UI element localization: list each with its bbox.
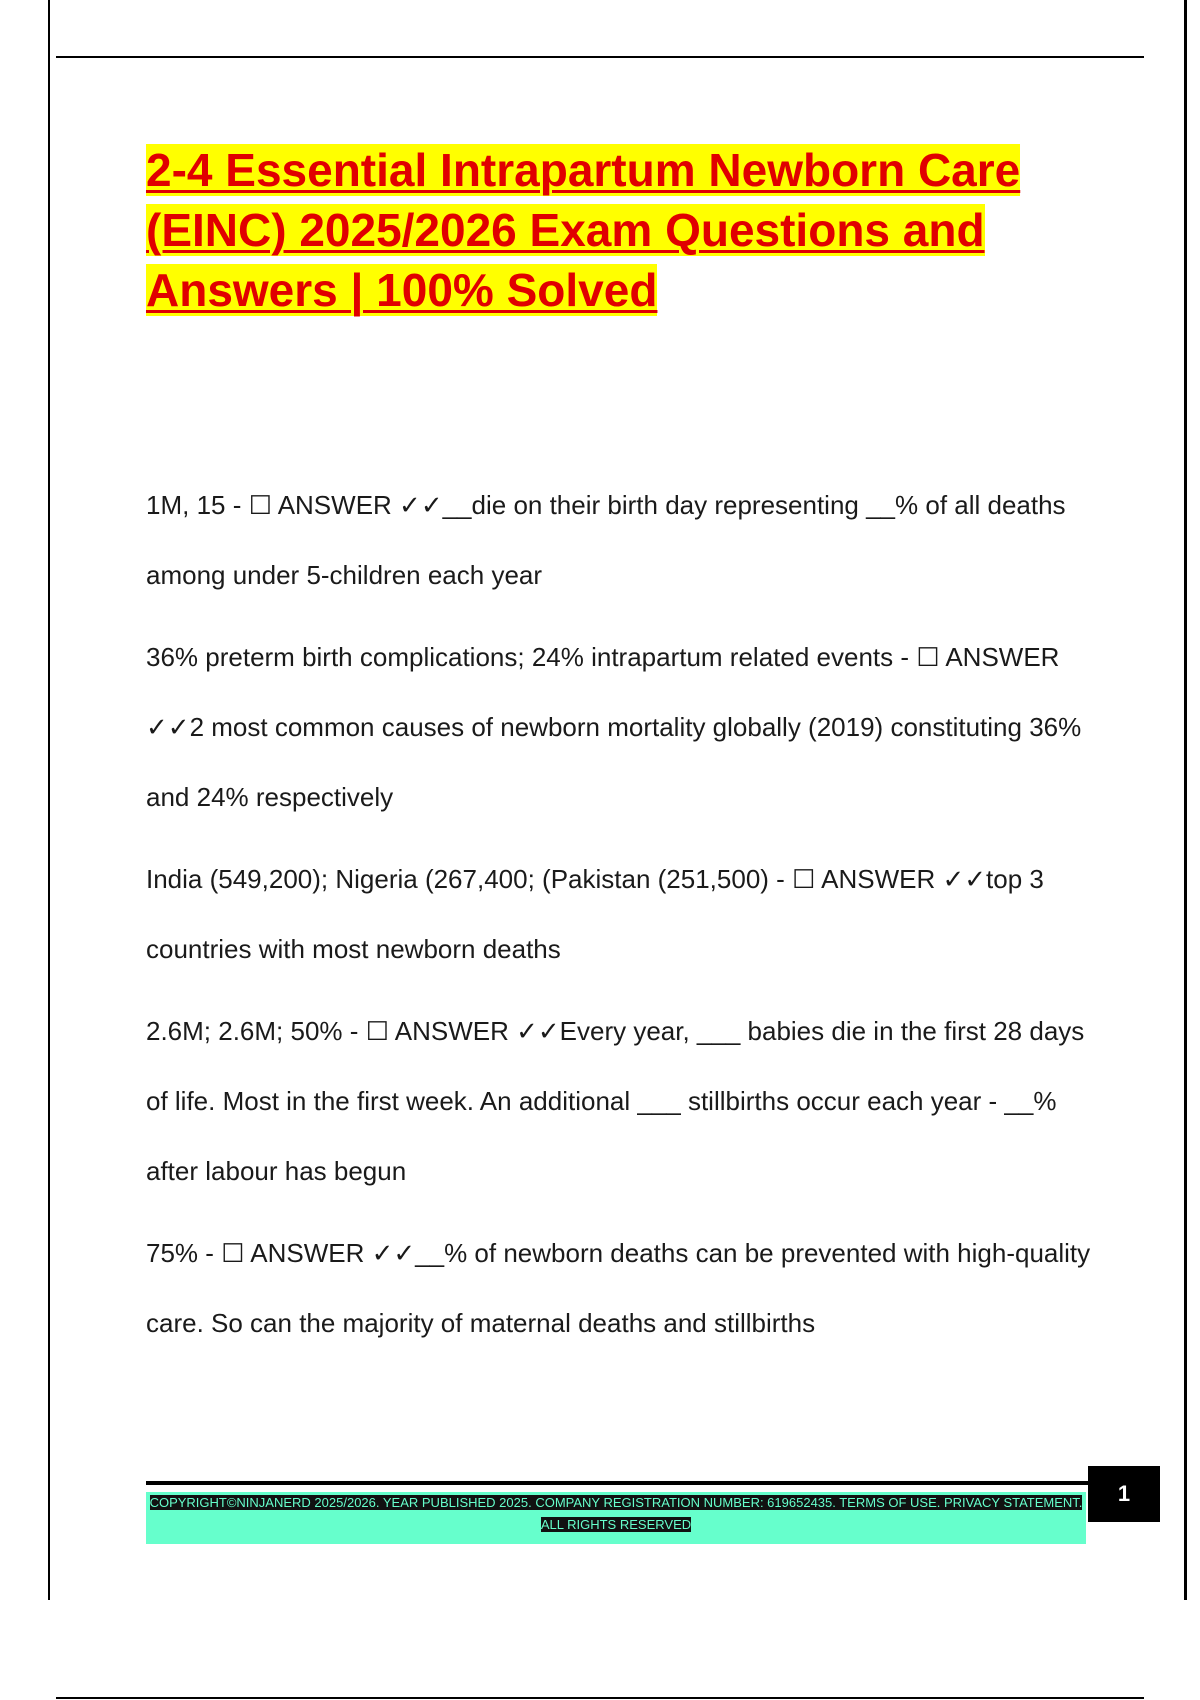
qa-item-5: 75% - ☐ ANSWER ✓✓__% of newborn deaths can be prevented with high-quality care. So can the majority of maternal deaths and stillbirths	[146, 1238, 1091, 1338]
copyright-notice	[146, 1492, 1086, 1544]
qa-item-1: 1M, 15 - ☐ ANSWER ✓✓__die on their birth day representing __% of all deaths among under 5-children each year	[146, 490, 1066, 590]
document-title-text: 2-4 Essential Intrapartum Newborn Care (EINC) 2025/2026 Exam Questions and Answers | 100% Solved	[146, 144, 1021, 316]
footer-divider	[146, 1481, 1088, 1485]
qa-item-4: 2.6M; 2.6M; 50% - ☐ ANSWER ✓✓Every year, ___ babies die in the first 28 days of life. Most in the first week. An additional ___ stillbirths occur each year - __% after labour has begun	[146, 1016, 1085, 1186]
bottom-divider	[56, 1697, 1144, 1699]
page-border-left	[48, 0, 50, 1600]
qa-item-3: India (549,200); Nigeria (267,400; (Pakistan (251,500) - ☐ ANSWER ✓✓top 3 countries with most newborn deaths	[146, 864, 1044, 964]
top-divider	[56, 56, 1144, 58]
qa-item-2: 36% preterm birth complications; 24% intrapartum related events - ☐ ANSWER ✓✓2 most common causes of newborn mortality globally (2019) constituting 36% and 24% respectively	[146, 642, 1082, 812]
page-border-right	[1184, 0, 1187, 1600]
document-title	[146, 140, 1106, 320]
page-number: 1	[1088, 1466, 1160, 1522]
copyright-text: COPYRIGHT©NINJANERD 2025/2026. YEAR PUBLISHED 2025. COMPANY REGISTRATION NUMBER: 619652435. TERMS OF USE. PRIVACY STATEMENT. ALL RIGHTS RESERVED	[149, 1495, 1083, 1532]
qa-list	[146, 470, 1096, 1370]
